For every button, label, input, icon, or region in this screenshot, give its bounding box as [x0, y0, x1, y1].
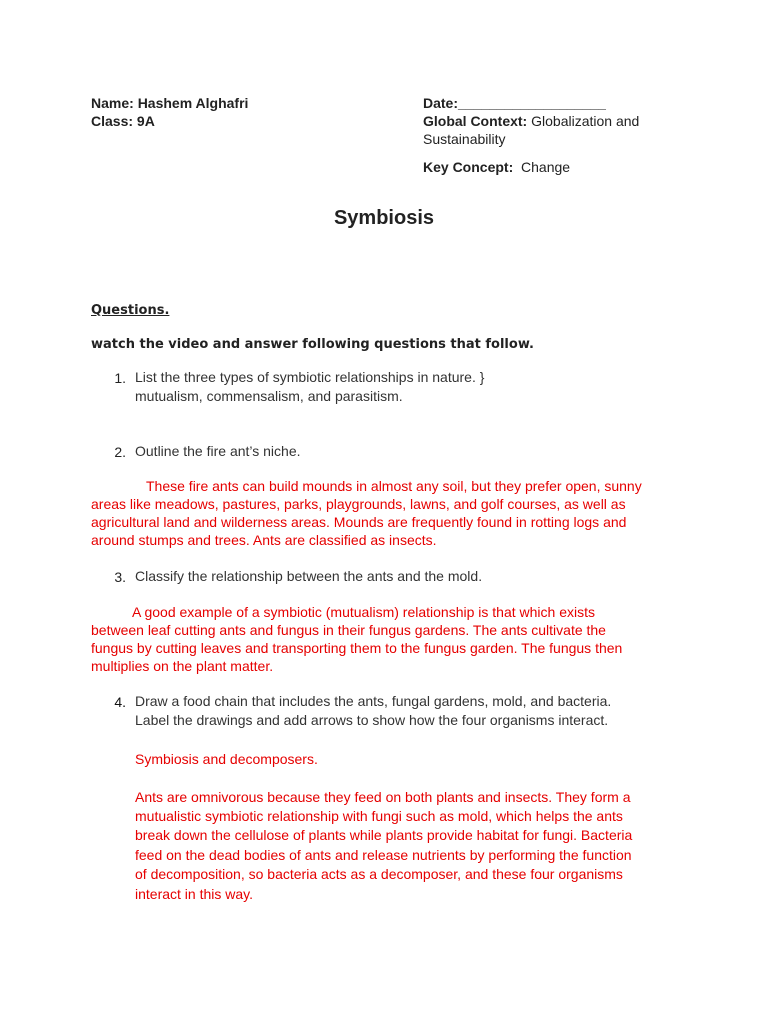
- question-number: 1.: [114, 370, 126, 386]
- global-context-line: [423, 112, 639, 130]
- instructions: watch the video and answer following questions that follow.: [91, 337, 534, 352]
- class-label: Class:: [91, 113, 134, 129]
- answer-line: break down the cellulose of plants while plants provide habitat for fungi. Bacteria: [135, 827, 633, 843]
- class-line: [91, 112, 155, 130]
- answer-line: A good example of a symbiotic (mutualism) relationship is that which exists: [132, 604, 595, 620]
- answer-line: areas like meadows, pastures, parks, playgrounds, lawns, and golf courses, as well as: [91, 496, 626, 512]
- global-context-label: Global Context:: [423, 113, 528, 129]
- question-number: 2.: [114, 444, 126, 460]
- name-label: Name:: [91, 95, 134, 111]
- question-text-line-2: Label the drawings and add arrows to show how the four organisms interact.: [135, 712, 609, 728]
- global-context-line-2: [423, 130, 506, 148]
- global-context-value-2: Sustainability: [423, 131, 506, 147]
- question-text: Outline the fire ant’s niche.: [135, 443, 301, 459]
- answer-line: These fire ants can build mounds in almost any soil, but they prefer open, sunny: [146, 478, 642, 494]
- question-number: 3.: [114, 569, 126, 585]
- date-label: Date:: [423, 95, 459, 111]
- question-text: Draw a food chain that includes the ants, fungal gardens, mold, and bacteria.: [135, 693, 612, 709]
- date-value: ___________________: [458, 95, 606, 111]
- name-line: [91, 94, 248, 112]
- answer-line: between leaf cutting ants and fungus in their fungus gardens. The ants cultivate the: [91, 622, 606, 638]
- question-text: Classify the relationship between the ants and the mold.: [135, 568, 483, 584]
- answer-line: Ants are omnivorous because they feed on both plants and insects. They form a: [135, 789, 631, 805]
- answer-line: mutualistic symbiotic relationship with fungi such as mold, which helps the ants: [135, 808, 623, 824]
- answer-line: agricultural land and wilderness areas. Mounds are frequently found in rotting logs and: [91, 514, 627, 530]
- answer-text: mutualism, commensalism, and parasitism.: [135, 388, 403, 404]
- global-context-value: Globalization and: [531, 113, 640, 129]
- class-value: 9A: [136, 113, 155, 129]
- key-concept-value: Change: [521, 159, 571, 175]
- page-title: Symbiosis: [333, 207, 435, 229]
- questions-heading: Questions.: [91, 303, 170, 318]
- key-concept-label: Key Concept:: [423, 159, 514, 175]
- date-line: [423, 94, 606, 112]
- name-value: Hashem Alghafri: [137, 95, 249, 111]
- question-number: 4.: [114, 694, 126, 710]
- answer-heading: Symbiosis and decomposers.: [135, 751, 318, 767]
- answer-line: around stumps and trees. Ants are classified as insects.: [91, 532, 437, 548]
- answer-line: interact in this way.: [135, 886, 254, 902]
- question-text: List the three types of symbiotic relationships in nature. }: [135, 369, 485, 385]
- answer-line: feed on the dead bodies of ants and release nutrients by performing the function: [135, 847, 632, 863]
- answer-line: of decomposition, so bacteria acts as a decomposer, and these four organisms: [135, 866, 623, 882]
- key-concept-line: [423, 158, 570, 176]
- answer-line: multiplies on the plant matter.: [91, 658, 274, 674]
- answer-line: fungus by cutting leaves and transporting them to the fungus garden. The fungus then: [91, 640, 623, 656]
